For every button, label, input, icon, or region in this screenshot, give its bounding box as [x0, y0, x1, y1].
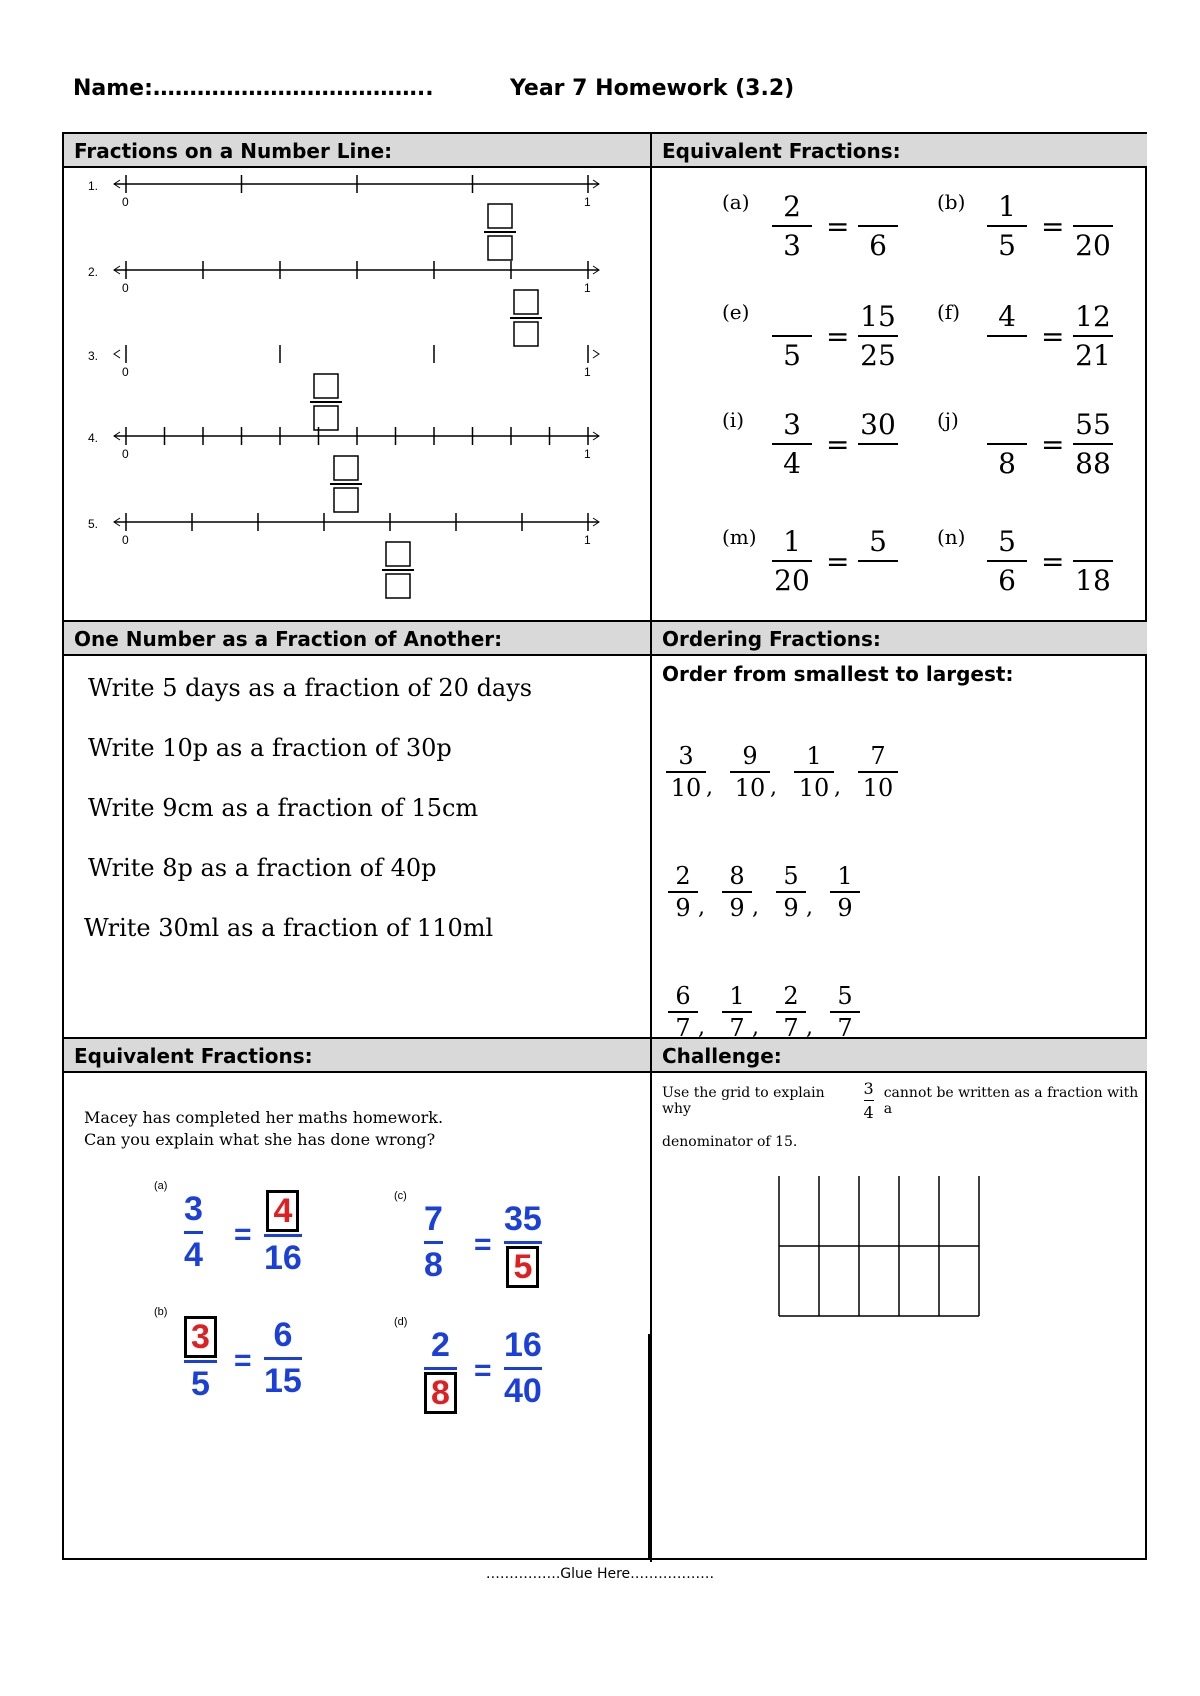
fraction-bar	[830, 891, 860, 893]
equivalent-fractions-panel	[652, 170, 1147, 620]
fraction	[858, 300, 898, 372]
challenge-text-after: cannot be written as a fraction with a	[883, 1084, 1139, 1117]
number-line-label: 4.	[88, 431, 99, 445]
answer-box-denominator[interactable]	[514, 322, 538, 346]
ordering-panel	[652, 694, 1147, 1042]
answer-box-denominator[interactable]	[314, 406, 338, 430]
denominator: 8	[424, 1372, 457, 1414]
fraction-bar	[772, 443, 812, 445]
fraction	[772, 300, 812, 372]
denominator: 8	[998, 447, 1016, 480]
denominator: 7	[837, 1013, 853, 1042]
separator: ,	[752, 1014, 759, 1040]
denominator: 10	[734, 773, 766, 802]
section-title-equivalent-2: Equivalent Fractions:	[64, 1039, 650, 1073]
number-line-end: 1	[584, 447, 591, 461]
numerator: 3	[783, 408, 801, 441]
challenge-text	[662, 1079, 1145, 1122]
ordering-row	[668, 862, 860, 922]
number-line-end: 1	[584, 365, 591, 379]
denominator: 9	[783, 893, 799, 922]
numerator: 1	[729, 982, 745, 1010]
ordering-fraction	[776, 982, 806, 1042]
fraction-bar	[668, 891, 698, 893]
answer-box-denominator[interactable]	[334, 488, 358, 512]
macey-intro-2: Can you explain what she has done wrong?	[84, 1130, 436, 1149]
numerator: 35	[504, 1200, 542, 1238]
ordering-row	[668, 982, 860, 1042]
fraction-bar	[776, 891, 806, 893]
macey-fraction	[424, 1200, 443, 1285]
fraction-bar	[987, 560, 1027, 562]
ordering-fraction	[722, 862, 752, 922]
denominator: 7	[675, 1013, 691, 1042]
denominator: 8	[424, 1246, 443, 1284]
equals-sign: =	[1041, 545, 1065, 578]
section-title-one-number: One Number as a Fraction of Another:	[64, 622, 650, 656]
macey-fraction	[184, 1190, 203, 1275]
numerator: 1	[837, 862, 853, 890]
numerator: 12	[1075, 300, 1111, 333]
denominator: 16	[264, 1239, 302, 1277]
fraction	[987, 190, 1027, 262]
section-title-ordering: Ordering Fractions:	[652, 622, 1147, 656]
numerator: 5	[783, 862, 799, 890]
fraction-bar	[1073, 335, 1113, 337]
denominator: 9	[675, 893, 691, 922]
challenge-grid	[774, 1174, 994, 1320]
denominator[interactable]	[874, 447, 883, 480]
denominator: 4	[184, 1236, 203, 1274]
fraction	[987, 408, 1027, 480]
arrow-left-icon	[114, 350, 120, 358]
macey-intro-1: Macey has completed her maths homework.	[84, 1108, 444, 1127]
equals-sign: =	[1041, 210, 1065, 243]
ordering-fraction	[858, 742, 898, 802]
question-label: (m)	[722, 525, 757, 549]
fraction	[1073, 190, 1113, 262]
fraction-bar	[424, 1367, 457, 1370]
fraction-bar	[666, 771, 706, 773]
denominator: 5	[783, 339, 801, 372]
fraction-bar	[830, 1011, 860, 1013]
fraction-bar	[1073, 560, 1113, 562]
numerator: 5	[869, 525, 887, 558]
question-item: Write 5 days as a fraction of 20 days	[88, 674, 533, 702]
ordering-fraction	[668, 982, 698, 1042]
challenge-text-before: Use the grid to explain why	[662, 1084, 825, 1117]
separator: ,	[698, 1014, 705, 1040]
ordering-fraction	[830, 862, 860, 922]
denominator: 25	[860, 339, 896, 372]
numerator[interactable]	[874, 190, 883, 223]
equals-sign: =	[1041, 428, 1065, 461]
fraction-bar	[858, 443, 898, 445]
question-label: (f)	[937, 300, 961, 324]
numerator: 16	[504, 1326, 542, 1364]
equals-sign: =	[826, 545, 850, 578]
answer-box-numerator[interactable]	[488, 204, 512, 228]
answer-box-denominator[interactable]	[386, 574, 410, 598]
numerator: 3	[184, 1316, 217, 1358]
fraction-bar	[264, 1357, 302, 1360]
fraction-bar	[772, 560, 812, 562]
glue-here-label: …………….Glue Here………………	[485, 1566, 715, 1582]
fraction	[987, 525, 1027, 597]
numerator: 3	[678, 742, 694, 770]
name-label: Name:………………………………..	[73, 76, 434, 101]
separator: ,	[806, 894, 813, 920]
denominator: 10	[798, 773, 830, 802]
fraction-bar	[730, 771, 770, 773]
question-label: (a)	[154, 1180, 168, 1192]
fraction-bar	[772, 225, 812, 227]
question-label: (e)	[722, 300, 750, 324]
challenge-fraction	[864, 1079, 874, 1122]
numerator: 2	[783, 982, 799, 1010]
one-number-questions	[64, 656, 650, 1036]
numerator: 1	[806, 742, 822, 770]
number-line-start: 0	[122, 195, 129, 209]
denominator: 3	[783, 229, 801, 262]
fraction	[858, 190, 898, 262]
macey-fraction	[264, 1190, 302, 1278]
question-label: (i)	[722, 408, 745, 432]
denominator: 9	[837, 893, 853, 922]
macey-fraction	[504, 1200, 542, 1288]
ordering-fraction	[794, 742, 834, 802]
separator: ,	[770, 774, 777, 800]
equals-sign: =	[234, 1218, 252, 1251]
number-line-label: 2.	[88, 265, 99, 279]
question-item: Write 8p as a fraction of 40p	[88, 854, 437, 882]
separator: ,	[698, 894, 705, 920]
fraction-bar	[184, 1360, 217, 1363]
question-label: (b)	[937, 190, 966, 214]
fraction	[772, 190, 812, 262]
numerator: 2	[783, 190, 801, 223]
denominator: 4	[783, 447, 801, 480]
ordering-fraction	[830, 982, 860, 1042]
numerator: 1	[998, 190, 1016, 223]
fraction-bar	[504, 1367, 542, 1370]
fraction-bar	[264, 1234, 302, 1237]
fraction-bar	[858, 560, 898, 562]
equals-sign: =	[826, 320, 850, 353]
denominator: 21	[1075, 339, 1111, 372]
number-line-label: 1.	[88, 179, 99, 193]
number-line-start: 0	[122, 447, 129, 461]
fraction-bar	[858, 335, 898, 337]
question-label: (a)	[722, 190, 750, 214]
fraction-bar	[1073, 443, 1113, 445]
fraction	[858, 525, 898, 597]
denominator: 7	[783, 1013, 799, 1042]
fraction-bar	[424, 1241, 443, 1244]
challenge-frac-n: 3	[863, 1079, 874, 1098]
ordering-fraction	[730, 742, 770, 802]
separator: ,	[806, 1014, 813, 1040]
number-line-label: 3.	[88, 349, 99, 363]
fraction-bar	[184, 1231, 203, 1234]
numerator: 2	[431, 1326, 450, 1364]
question-label: (d)	[394, 1316, 408, 1328]
numerator: 5	[837, 982, 853, 1010]
macey-fraction	[184, 1316, 217, 1404]
denominator: 5	[998, 229, 1016, 262]
denominator: 10	[670, 773, 702, 802]
fraction-bar	[987, 225, 1027, 227]
challenge-text-line2: denominator of 15.	[662, 1134, 798, 1150]
page-title: Year 7 Homework (3.2)	[510, 76, 795, 101]
numerator: 15	[860, 300, 896, 333]
ordering-instruction: Order from smallest to largest:	[662, 662, 1014, 686]
numerator: 4	[266, 1190, 299, 1232]
number-line-start: 0	[122, 365, 129, 379]
numerator: 1	[783, 525, 801, 558]
denominator: 9	[729, 893, 745, 922]
section-title-equivalent-1: Equivalent Fractions:	[652, 134, 1147, 168]
numerator: 9	[742, 742, 758, 770]
question-item: Write 30ml as a fraction of 110ml	[84, 914, 494, 942]
numerator: 8	[729, 862, 745, 890]
number-line-label: 5.	[88, 517, 99, 531]
denominator[interactable]	[1003, 339, 1012, 372]
denominator: 40	[504, 1372, 542, 1410]
equals-sign: =	[826, 428, 850, 461]
separator: ,	[706, 774, 713, 800]
fraction-bar	[722, 891, 752, 893]
number-line-start: 0	[122, 533, 129, 547]
macey-fraction	[264, 1316, 302, 1401]
denominator: 18	[1075, 564, 1111, 597]
ordering-fraction	[666, 742, 706, 802]
numerator: 4	[998, 300, 1016, 333]
denominator: 6	[869, 229, 887, 262]
number-line-start: 0	[122, 281, 129, 295]
question-label: (n)	[937, 525, 966, 549]
section-title-challenge: Challenge:	[652, 1039, 1147, 1073]
answer-box-numerator[interactable]	[386, 542, 410, 566]
fraction-bar	[776, 1011, 806, 1013]
numerator: 7	[424, 1200, 443, 1238]
equals-sign: =	[1041, 320, 1065, 353]
macey-panel	[64, 1164, 650, 1504]
numerator: 6	[273, 1316, 293, 1354]
fraction-bar	[987, 335, 1027, 337]
fraction-bar	[1073, 225, 1113, 227]
number-line-end: 1	[584, 281, 591, 295]
answer-box-numerator[interactable]	[334, 456, 358, 480]
fraction-bar	[858, 225, 898, 227]
numerator: 3	[184, 1190, 203, 1228]
fraction-bar	[504, 1241, 542, 1244]
equals-sign: =	[474, 1228, 492, 1261]
number-line-end: 1	[584, 195, 591, 209]
numerator: 6	[675, 982, 691, 1010]
fraction-bar	[722, 1011, 752, 1013]
answer-box-numerator[interactable]	[514, 290, 538, 314]
fraction	[987, 300, 1027, 372]
equals-sign: =	[826, 210, 850, 243]
fraction-bar	[987, 443, 1027, 445]
number-line-end: 1	[584, 533, 591, 547]
equals-sign: =	[234, 1344, 252, 1377]
macey-fraction	[504, 1326, 542, 1411]
arrow-right-icon	[593, 350, 599, 358]
section-title-number-line: Fractions on a Number Line:	[64, 134, 650, 168]
equals-sign: =	[474, 1354, 492, 1387]
answer-box-denominator[interactable]	[488, 236, 512, 260]
fraction	[772, 408, 812, 480]
answer-box-numerator[interactable]	[314, 374, 338, 398]
denominator: 20	[1075, 229, 1111, 262]
fraction	[1073, 525, 1113, 597]
numerator: 2	[675, 862, 691, 890]
question-label: (b)	[154, 1306, 168, 1318]
ordering-fraction	[776, 862, 806, 922]
separator: ,	[752, 894, 759, 920]
fraction	[1073, 408, 1113, 480]
separator: ,	[834, 774, 841, 800]
numerator: 7	[870, 742, 886, 770]
worksheet-grid	[62, 132, 1147, 1560]
ordering-row	[666, 742, 898, 802]
fraction-bar	[772, 335, 812, 337]
question-label: (j)	[937, 408, 959, 432]
question-label: (c)	[394, 1190, 407, 1202]
fraction	[858, 408, 898, 480]
question-item: Write 9cm as a fraction of 15cm	[88, 794, 479, 822]
ordering-fraction	[668, 862, 698, 922]
numerator[interactable]	[788, 300, 797, 333]
fraction	[1073, 300, 1113, 372]
ordering-fraction	[722, 982, 752, 1042]
denominator: 20	[774, 564, 810, 597]
fraction-bar	[794, 771, 834, 773]
numerator: 30	[860, 408, 896, 441]
denominator: 5	[191, 1365, 210, 1403]
denominator[interactable]	[874, 564, 883, 597]
challenge-frac-d: 4	[863, 1103, 874, 1122]
fraction	[772, 525, 812, 597]
numerator: 5	[998, 525, 1016, 558]
denominator: 6	[998, 564, 1016, 597]
inner-divider	[648, 1334, 650, 1558]
fraction-bar	[858, 771, 898, 773]
denominator: 10	[862, 773, 894, 802]
numerator[interactable]	[1089, 525, 1098, 558]
denominator: 88	[1075, 447, 1111, 480]
fraction-bar	[668, 1011, 698, 1013]
macey-fraction	[424, 1326, 457, 1414]
numerator[interactable]	[1089, 190, 1098, 223]
number-lines	[64, 170, 650, 620]
denominator: 15	[264, 1362, 302, 1400]
question-item: Write 10p as a fraction of 30p	[88, 734, 452, 762]
denominator: 5	[506, 1246, 539, 1288]
denominator: 7	[729, 1013, 745, 1042]
numerator[interactable]	[1003, 408, 1012, 441]
fraction-bar	[864, 1100, 874, 1101]
numerator: 55	[1075, 408, 1111, 441]
